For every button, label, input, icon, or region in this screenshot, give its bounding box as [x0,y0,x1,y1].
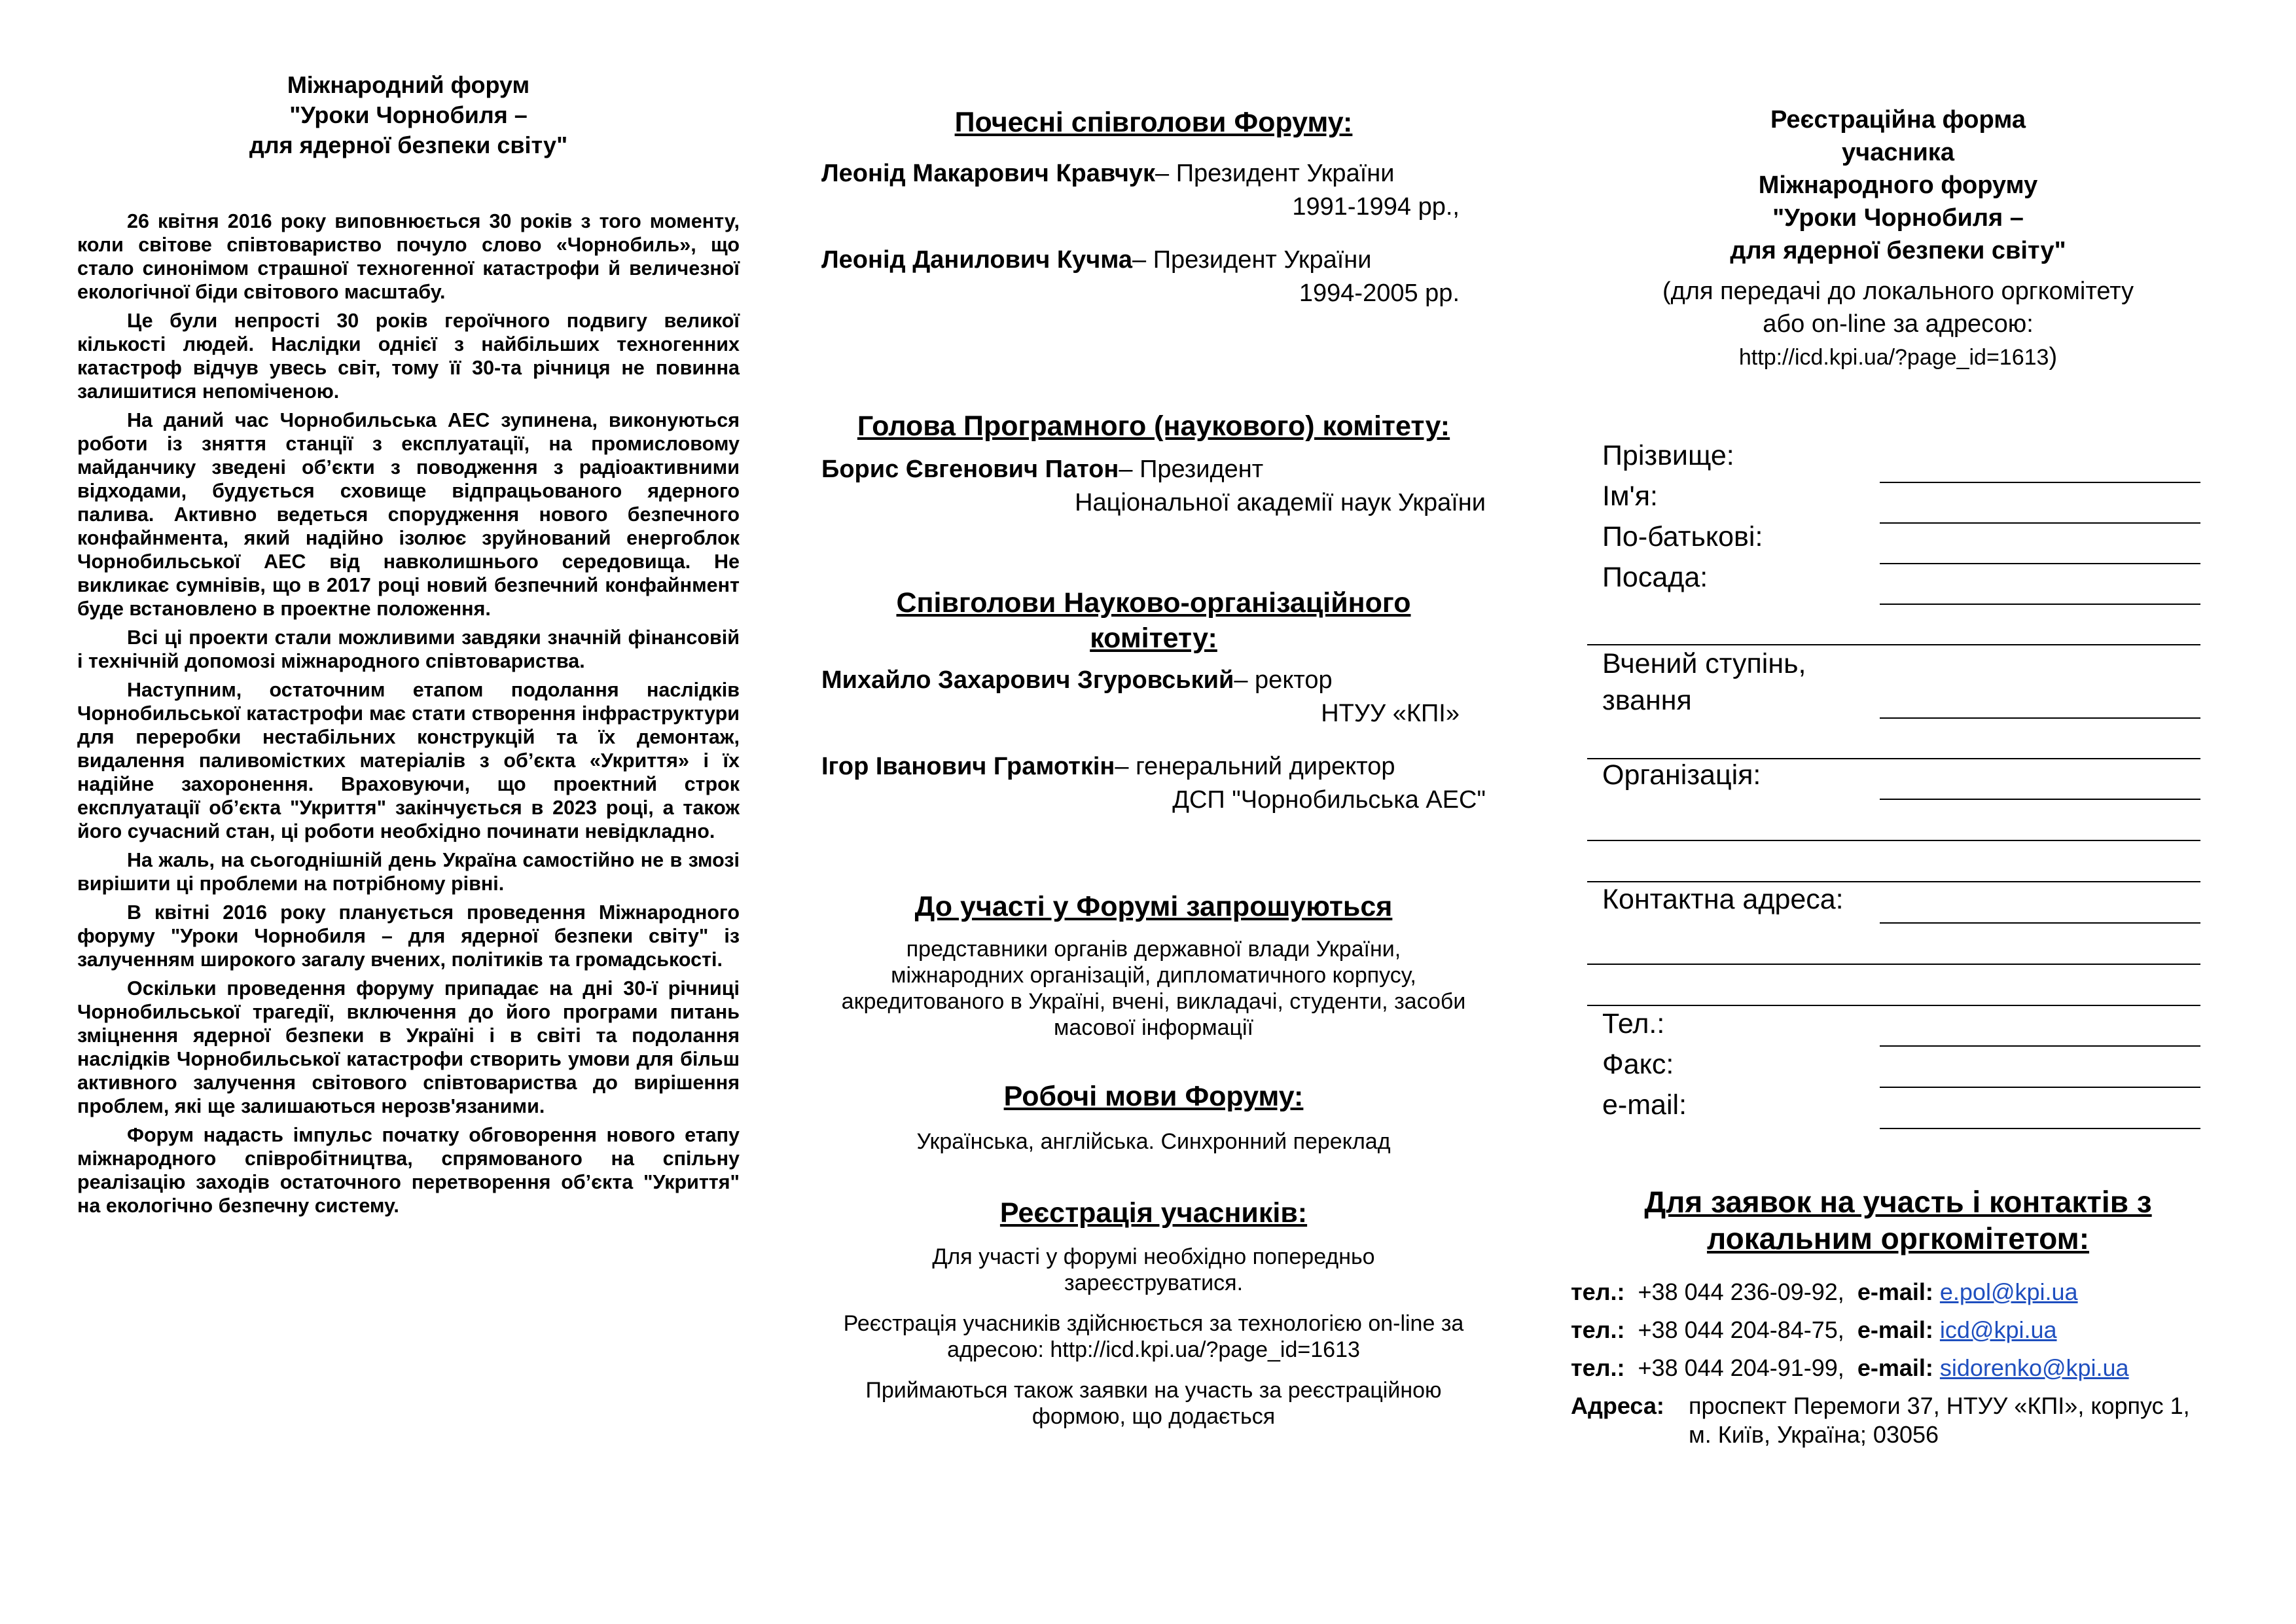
form-note-line: або on-line за адресою: [1763,310,2034,338]
patronymic-label: По-батькові: [1602,521,1763,552]
surname-label: Прізвище: [1602,440,1734,471]
org-chair-zgurovsky [821,664,1486,731]
program-committee-heading: Голова Програмного (наукового) комітету: [857,410,1450,442]
registration-form-title [1571,103,2225,374]
address-fill-line-3[interactable] [1587,1005,2200,1006]
intro-text [77,209,740,1218]
person-name: Леонід Макарович Кравчук [821,160,1156,187]
organization-label: Організація: [1602,759,1761,791]
program-chair-paton [821,453,1486,520]
fax-fill-line[interactable] [1880,1087,2200,1088]
contacts-heading-line: локальним оргкомітетом: [1706,1221,2090,1255]
tel-label: тел.: [1571,1354,1625,1381]
contact-row [1571,1354,2129,1382]
contact-row [1571,1316,2057,1344]
degree-fill-line[interactable] [1880,717,2200,719]
honorary-chair-kuchma [821,244,1486,310]
paragraph: На даний час Чорнобильська АЕС зупинена, виконуються роботи із зняття станції з експлуатації, на промисловому майданчику зведені об’єкти з поводження з радіоактивними відходами, будується сховище відпрацьованого ядерного палива. Активно ведеться спорудження нового безпечного конфайнмента, який надійно ізолює зруйнований енергоблок Чорнобильської АЕС від навколишнього середовища. Не викликає сумнівів, що в 2017 році новий безпечний конфайнмент буде встановлено в проектне положення. [77,409,740,620]
patronymic-fill-line[interactable] [1880,563,2200,564]
person-name: Борис Євгенович Патон [821,456,1119,483]
tel-label: тел.: [1571,1278,1625,1305]
contact-phone: +38 044 204-91-99, [1638,1354,1844,1381]
left-column [77,0,740,1223]
form-title-line: Міжнародного форуму [1758,171,2038,199]
email-label: e-mail: [1857,1316,1933,1343]
org-committee-heading-line: комітету: [1090,623,1217,654]
honorary-heading: Почесні співголови Форуму: [954,107,1353,138]
address-line: проспект Перемоги 37, НТУУ «КПІ», корпус 1, [1689,1392,2190,1419]
languages-heading: Робочі мови Форуму: [1003,1081,1304,1112]
person-role: – Президент України [1132,246,1372,274]
org-chair-gramotkin [821,750,1486,817]
address-line: м. Київ, Україна; 03056 [1689,1421,1939,1448]
registration-text: Для участі у форумі необхідно попередньо зареєструватися. [932,1244,1375,1295]
person-role: – Президент [1119,456,1264,483]
person-org: НТУУ «КПІ» [1321,700,1460,727]
email-label: e-mail: [1857,1278,1933,1305]
registration-text: Приймаються також заявки на участь за реєстраційною формою, що додається [865,1378,1442,1429]
email-label: e-mail: [1857,1354,1933,1381]
form-title-line: учасника [1842,139,1954,166]
paragraph: На жаль, на сьогоднішній день Україна самостійно не в змозі вирішити ці проблеми на потрібному рівні. [77,849,740,895]
contact-phone: +38 044 204-84-75, [1638,1316,1844,1343]
phone-fill-line[interactable] [1880,1045,2200,1047]
contact-row [1571,1278,2078,1307]
form-title-line: "Уроки Чорнобиля – [1772,204,2024,232]
registration-heading: Реєстрація учасників: [999,1197,1308,1229]
registration-text: Реєстрація учасників здійснюється за технологією on-line за адресою: http://icd.kpi.ua/?page_id=1613 [843,1311,1464,1362]
paragraph: Оскільки проведення форуму припадає на дні 30-ї річниці Чорнобильської трагедії, включення до його програми питань зміцнення ядерної безпеки в Україні і в світі та подолання наслідків Чорнобильської катастрофи створить умови для більш активного залучення світового співтовариства до вирішення проблем, які ще залишаються нерозв'язаними. [77,977,740,1117]
form-note-close: ) [2049,343,2058,370]
degree-label [1602,645,1806,719]
position-fill-line[interactable] [1880,604,2200,605]
forum-title [77,70,740,160]
name-fill-line[interactable] [1880,522,2200,524]
contact-email-link[interactable]: icd@kpi.ua [1939,1316,2057,1343]
paragraph: В квітні 2016 року планується проведення Міжнародного форуму "Уроки Чорнобиля – для ядерної безпеки світу" із залученням широкого загалу вчених, політиків та громадськості. [77,901,740,971]
person-years: 1994-2005 рр. [1299,280,1460,307]
degree-label-line: Вчений ступінь, [1602,648,1806,679]
forum-title-line: "Уроки Чорнобиля – [289,101,528,128]
org-committee-heading [821,585,1486,656]
contact-email-link[interactable]: sidorenko@kpi.ua [1939,1354,2129,1381]
form-note-line: (для передачі до локального оргкомітету [1662,278,2134,305]
paragraph: 26 квітня 2016 року виповнюється 30 років з того моменту, коли світове співтовариство почуло слово «Чорнобиль», що стало синонімом страшної техногенної катастрофи й величезної екологічної біди світового масштабу. [77,210,740,303]
position-fill-line-2[interactable] [1587,644,2200,645]
degree-label-line: звання [1602,685,1692,716]
person-name: Леонід Данилович Кучма [821,246,1133,274]
form-title-line: для ядерної безпеки світу" [1730,237,2066,264]
form-note-url-line [1571,340,2225,374]
person-name: Ігор Іванович Грамоткін [821,753,1115,780]
surname-fill-line[interactable] [1880,482,2200,483]
honorary-chair-kravchuk [821,157,1486,224]
address-fill-line-2[interactable] [1587,964,2200,965]
contact-phone: +38 044 236-09-92, [1638,1278,1844,1305]
phone-label: Тел.: [1602,1008,1665,1039]
name-label: Ім'я: [1602,480,1658,512]
invited-text: представники органів державної влади України, міжнародних організацій, дипломатичного корпусу, акредитованого в Україні, вчені, викладачі, студенти, засоби масової інформації [841,937,1466,1040]
right-column [1571,0,2245,1624]
paragraph: Всі ці проекти стали можливими завдяки значній фінансовій і технічній допомозі міжнародного співтовариства. [77,626,740,672]
address-fill-line[interactable] [1880,922,2200,924]
person-org: ДСП "Чорнобильська АЕС" [1172,786,1486,814]
person-role: – генеральний директор [1115,753,1395,780]
languages-text: Українська, англійська. Синхронний переклад [916,1129,1391,1154]
form-note-url: http://icd.kpi.ua/?page_id=1613 [1738,345,2049,370]
contacts-heading [1571,1183,2225,1257]
person-name: Михайло Захарович Згуровський [821,666,1234,694]
tel-label: тел.: [1571,1316,1625,1343]
contact-email-link[interactable]: e.pol@kpi.ua [1939,1278,2078,1305]
fax-label: Факс: [1602,1049,1674,1080]
organization-fill-line-3[interactable] [1587,881,2200,882]
invited-heading: До участі у Форумі запрошуються [914,891,1393,922]
person-org: Національної академії наук України [1075,489,1486,516]
organization-fill-line[interactable] [1880,799,2200,800]
degree-fill-line-2[interactable] [1587,758,2200,759]
person-role: – ректор [1234,666,1333,694]
email-label: e-mail: [1602,1089,1687,1121]
middle-column [821,0,1486,1430]
address-value [1689,1392,2190,1449]
contact-address [1571,1392,2190,1449]
position-label: Посада: [1602,562,1708,593]
email-fill-line[interactable] [1880,1128,2200,1129]
organization-fill-line-2[interactable] [1587,840,2200,841]
address-label: Контактна адреса: [1602,884,1844,915]
form-title-line: Реєстраційна форма [1770,106,2026,134]
address-label: Адреса: [1571,1392,1664,1419]
forum-title-line: Міжнародний форум [287,71,530,98]
person-role: – Президент України [1155,160,1395,187]
paragraph: Наступним, остаточним етапом подолання наслідків Чорнобильської катастрофи має стати створення інфраструктури для переробки нестабільних конструкцій та їх демонтаж, видалення паливомістких матеріалів з об’єкта «Укриття» і їх надійне захоронення. Враховуючи, що проектний строк експлуатації об’єкта "Укриття" закінчується в 2023 році, а також його сучасний стан, ці роботи необхідно починати невідкладно. [77,679,740,842]
person-years: 1991-1994 рр., [1292,193,1460,221]
paragraph: Форум надасть імпульс початку обговорення нового етапу міжнародного співробітництва, спрямованого на спільну реалізацію заходів остаточного перетворення об’єкта "Укриття" на екологічно безпечну систему. [77,1124,740,1217]
forum-title-line: для ядерної безпеки світу" [249,132,568,158]
org-committee-heading-line: Співголови Науково-організаційного [896,587,1411,619]
contacts-heading-line: Для заявок на участь і контактів з [1644,1185,2152,1219]
paragraph: Це були непрості 30 років героїчного подвигу великої кількості людей. Наслідки однієї з найбільших техногенних катастроф відчув увесь світ, тому її 30-та річниця не повинна залишитися непоміченою. [77,310,740,403]
